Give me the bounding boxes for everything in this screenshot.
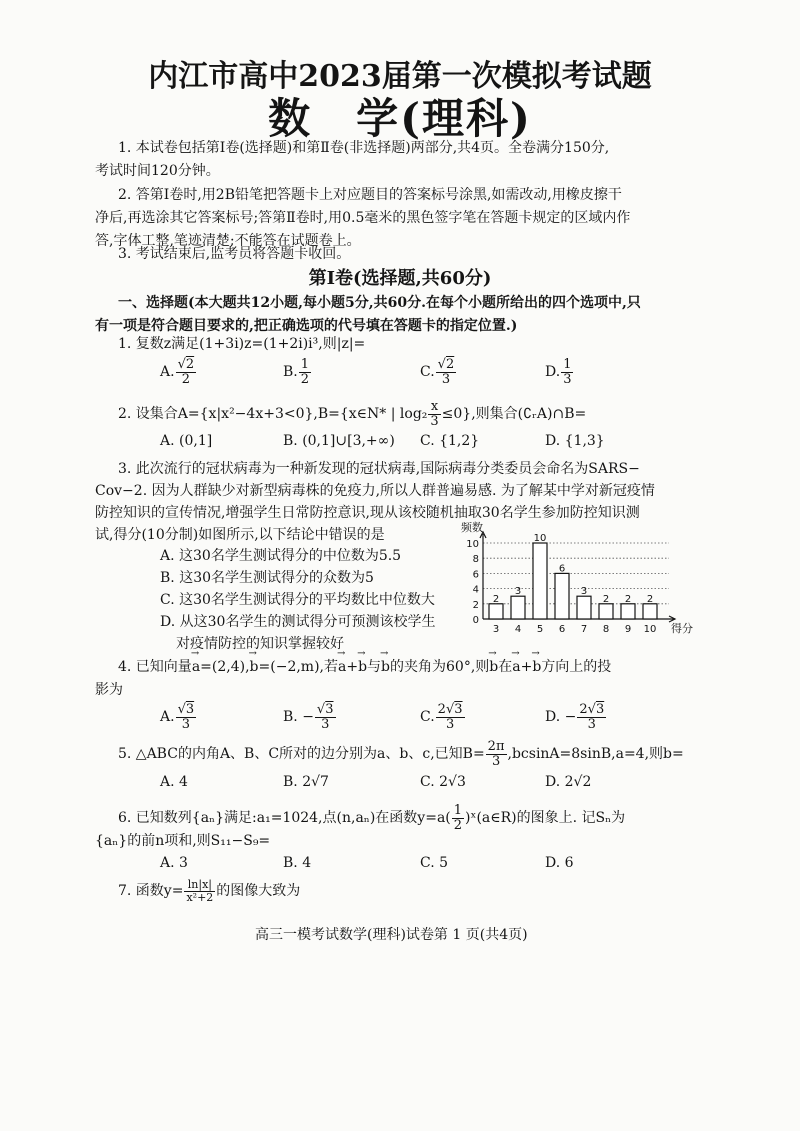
section-intro: 有一项是符合题目要求的,把正确选项的代号填在答题卡的指定位置.) (95, 318, 518, 334)
bar (511, 596, 525, 619)
x-tick-label: 6 (558, 624, 566, 635)
page-footer: 高三一模考试数学(理科)试卷第 1 页(共4页) (255, 927, 528, 943)
x-tick-label: 8 (602, 624, 610, 635)
q4-option-b: B. − $\frac{√3}{3}$ (283, 702, 334, 732)
bar-value-label: 10 (533, 533, 547, 544)
x-tick-label: 4 (514, 624, 522, 635)
bar (533, 543, 547, 619)
question-1-stem: 1. 复数z满足(1+3i)z=(1+2i)i³,则|z|= (118, 336, 366, 352)
bar-value-label: 3 (514, 586, 522, 598)
x-axis-label: 得分 (671, 622, 693, 635)
bar (599, 604, 613, 619)
instruction-line: 考试时间120分钟。 (95, 163, 220, 179)
question-6-line-2: {aₙ}的前n项和,则S₁₁−S₉= (95, 833, 271, 849)
q6-option-a: A. 3 (160, 855, 188, 871)
q1-option-a: A. $\frac{√2}{2}$ (160, 357, 195, 387)
instruction-line: 3. 考试结束后,监考员将答题卡收回。 (118, 246, 351, 262)
bar (577, 596, 591, 619)
instruction-line: 净后,再选涂其它答案标号;答第Ⅱ卷时,用0.5毫米的黑色签字笔在答题卡规定的区域内作 (95, 210, 631, 226)
instruction-line: 2. 答第Ⅰ卷时,用2B铅笔把答题卡上对应题目的答案标号涂黑,如需改动,用橡皮擦干 (118, 187, 622, 203)
q6-option-b: B. 4 (283, 855, 312, 871)
q3-option-a: A. 这30名学生测试得分的中位数为5.5 (160, 548, 402, 564)
q4-option-a: A. $\frac{√3}{3}$ (160, 702, 195, 732)
section-title: 第Ⅰ卷(选择题,共60分) (308, 268, 492, 289)
bar (555, 573, 569, 619)
x-tick-label: 3 (492, 624, 500, 635)
q1-option-c: C. $\frac{√2}{3}$ (420, 357, 455, 387)
y-tick-label: 4 (472, 584, 479, 596)
x-tick-label: 9 (624, 624, 632, 635)
y-tick-label: 8 (472, 554, 479, 566)
bar-value-label: 2 (602, 593, 610, 605)
q3-option-d-continued: 对疫情防控的知识掌握较好 (176, 636, 344, 652)
bar-value-label: 6 (558, 563, 566, 575)
y-tick-label: 10 (466, 539, 479, 550)
question-3-line: 3. 此次流行的冠状病毒为一种新发现的冠状病毒,国际病毒分类委员会命名为SARS− (118, 461, 640, 477)
question-4-stem: 4. 已知向量→ a=(2,4),→ b=(−2,m),若→ a+→ b与→ b的夹角为60°,则→ b在→ a+→ b方向上的投 (118, 660, 611, 674)
q5-option-d: D. 2√2 (545, 774, 592, 790)
x-tick-label: 5 (536, 624, 544, 635)
q6-option-d: D. 6 (545, 855, 574, 871)
q5-option-a: A. 4 (160, 774, 188, 790)
y-axis-label: 频数 (461, 521, 483, 534)
q5-option-c: C. 2√3 (420, 774, 466, 790)
y-tick-label: 6 (472, 569, 479, 581)
q1-option-d: D. $\frac{1}{3}$ (545, 357, 572, 387)
instruction-line: 答,字体工整,笔迹清楚;不能答在试题卷上。 (95, 233, 361, 249)
q3-option-c: C. 这30名学生测试得分的平均数比中位数大 (160, 592, 435, 608)
question-5-stem: 5. △ABC的内角A、B、C所对的边分别为a、b、c,已知B= $\frac{2\pi}{3}$ ,bcsinA=8sinB,a=4,则b= (118, 739, 684, 769)
q2-option-b: B. (0,1]∪[3,+∞) (283, 433, 395, 449)
q4-option-c: C. $\frac{2√3}{3}$ (420, 702, 463, 732)
q1-option-b: B. $\frac{1}{2}$ (283, 357, 310, 387)
bar (489, 604, 503, 619)
subject-title: 数 学(理科) (268, 94, 532, 143)
instruction-line: 1. 本试卷包括第Ⅰ卷(选择题)和第Ⅱ卷(非选择题)两部分,共4页。全卷满分150分, (118, 140, 610, 156)
exam-title: 内江市高中2023届第一次模拟考试题 (148, 59, 652, 94)
question-3-line: 防控知识的宣传情况,增强学生日常防控意识,现从该校随机抽取30名学生参加防控知识测 (95, 505, 640, 521)
bar-value-label: 2 (492, 593, 500, 605)
q3-option-b: B. 这30名学生测试得分的众数为5 (160, 570, 374, 586)
x-tick-label: 10 (643, 624, 657, 635)
q3-option-d: D. 从这30名学生的测试得分可预测该校学生 (160, 614, 436, 630)
y-tick-label: 0 (472, 615, 479, 626)
bar (621, 604, 635, 619)
x-tick-label: 7 (580, 624, 588, 635)
bar-value-label: 2 (646, 593, 654, 605)
q4-option-d: D. − $\frac{2√3}{3}$ (545, 702, 605, 732)
bar-value-label: 2 (624, 593, 632, 605)
bar-value-label: 3 (580, 586, 588, 598)
section-intro: 一、选择题(本大题共12小题,每小题5分,共60分.在每个小题所给出的四个选项中,只 (118, 295, 641, 311)
question-7-stem: 7. 函数y= $\frac{\ln|x|}{\text{x²+2}}$ 的图像大致为 (118, 878, 301, 904)
q2-option-d: D. {1,3} (545, 433, 605, 449)
question-2-stem: 2. 设集合A={x|x²−4x+3<0},B={x∈N* | log₂ $\frac{x}{3}$ ≤0},则集合(∁ᵣA)∩B= (118, 399, 587, 429)
q2-option-a: A. (0,1] (160, 433, 213, 449)
question-4-line-2: 影为 (95, 682, 123, 698)
question-6-stem: 6. 已知数列{aₙ}满足:a₁=1024,点(n,aₙ)在函数y=a( $\frac{1}{2}$ )ˣ(a∈R)的图象上. 记Sₙ为 (118, 803, 626, 833)
y-tick-label: 2 (472, 599, 479, 611)
q5-option-b: B. 2√7 (283, 774, 329, 790)
bar (643, 604, 657, 619)
frequency-bar-chart (455, 521, 693, 640)
q6-option-c: C. 5 (420, 855, 449, 871)
question-3-line: 试,得分(10分制)如图所示,以下结论中错误的是 (95, 527, 385, 543)
q2-option-c: C. {1,2} (420, 433, 480, 449)
question-3-line: Cov−2. 因为人群缺少对新型病毒株的免疫力,所以人群普遍易感. 为了解某中学对新冠疫情 (95, 483, 655, 499)
